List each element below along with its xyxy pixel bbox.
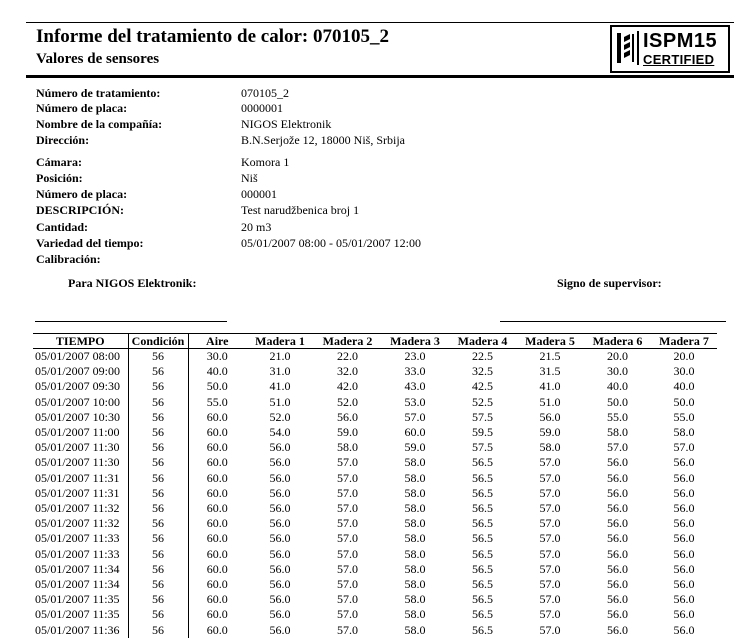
table-row [33, 410, 717, 425]
table-cell: 40.0 [673, 379, 695, 394]
table-cell: 56 [128, 486, 188, 501]
info-label: Calibración: [36, 252, 101, 266]
table-cell: 05/01/2007 11:00 [33, 425, 128, 440]
table-cell: 56.0 [269, 501, 291, 516]
table-cell: 56.5 [472, 577, 493, 592]
info-value: 20 m3 [241, 220, 272, 234]
table-row [33, 440, 717, 455]
table-cell: 57.0 [337, 531, 358, 546]
table-cell: 56 [128, 592, 188, 607]
table-row [33, 379, 717, 394]
table-cell: 57.0 [539, 516, 561, 531]
table-cell: 56.0 [673, 546, 695, 561]
table-cell: 56.0 [673, 622, 695, 637]
table-cell: 20.0 [673, 349, 695, 363]
table-cell: 05/01/2007 11:32 [33, 516, 128, 531]
table-cell: 56.5 [472, 592, 493, 607]
table-cell: 56 [128, 395, 188, 410]
table-cell: 56 [128, 607, 188, 622]
table-cell: 21.0 [269, 349, 291, 363]
table-row [33, 562, 717, 577]
table-cell: 58.0 [539, 440, 561, 455]
table-cell: 56 [128, 547, 188, 562]
column-header: Madera 2 [314, 334, 381, 349]
table-cell: 56.5 [472, 455, 493, 470]
table-cell: 57.0 [539, 592, 561, 607]
wheat-mark-icon [615, 31, 639, 65]
table-cell: 05/01/2007 11:32 [33, 501, 128, 516]
table-cell: 30.0 [607, 364, 628, 379]
table-cell: 56.0 [607, 561, 628, 576]
table-cell: 56.0 [607, 622, 628, 637]
table-row [33, 577, 717, 592]
table-cell: 56.0 [607, 577, 628, 592]
table-header-row [33, 334, 717, 349]
table-cell: 05/01/2007 11:30 [33, 455, 128, 470]
column-header: Madera 4 [449, 334, 516, 349]
table-cell: 57.0 [539, 577, 561, 592]
info-value: 0000001 [241, 101, 283, 115]
table-cell: 56.0 [607, 455, 628, 470]
table-cell: 57.0 [404, 409, 426, 424]
column-header: Madera 5 [516, 334, 584, 349]
table-cell: 57.0 [337, 485, 358, 500]
table-cell: 42.5 [472, 379, 493, 394]
table-cell: 56.0 [607, 592, 628, 607]
table-cell: 60.0 [206, 546, 228, 561]
table-row [33, 471, 717, 486]
table-cell: 57.0 [539, 531, 561, 546]
table-cell: 59.0 [404, 440, 426, 455]
table-cell: 43.0 [404, 379, 426, 394]
report-header [26, 22, 734, 78]
info-label: Variedad del tiempo: [36, 236, 144, 250]
table-cell: 23.0 [404, 349, 426, 363]
table-cell: 58.0 [404, 592, 426, 607]
table-cell: 05/01/2007 11:31 [33, 471, 128, 486]
table-row [33, 547, 717, 562]
table-cell: 56.0 [269, 440, 291, 455]
table-row [33, 501, 717, 516]
info-value: 05/01/2007 08:00 - 05/01/2007 12:00 [241, 236, 421, 250]
table-cell: 56.5 [472, 485, 493, 500]
table-cell: 05/01/2007 08:00 [33, 349, 128, 365]
column-header: Aire [188, 334, 246, 349]
table-cell: 60.0 [206, 607, 228, 622]
table-cell: 56.0 [673, 531, 695, 546]
table-cell: 60.0 [206, 592, 228, 607]
info-label: DESCRIPCIÓN: [36, 203, 125, 217]
table-cell: 21.5 [539, 349, 561, 363]
table-cell: 58.0 [404, 577, 426, 592]
table-cell: 56 [128, 455, 188, 470]
table-cell: 58.0 [404, 531, 426, 546]
table-cell: 54.0 [269, 425, 291, 440]
info-value: Komora 1 [241, 155, 290, 169]
table-cell: 22.5 [472, 349, 493, 363]
table-row [33, 516, 717, 531]
table-cell: 57.0 [337, 546, 358, 561]
table-row [33, 395, 717, 410]
table-cell: 56 [128, 623, 188, 638]
logo-sub-text: CERTIFIED [643, 52, 715, 67]
table-cell: 59.0 [337, 425, 358, 440]
table-cell: 41.0 [539, 379, 561, 394]
table-cell: 60.0 [206, 501, 228, 516]
company-signature-line [35, 321, 227, 322]
table-cell: 60.0 [206, 561, 228, 576]
info-value: 070105_2 [241, 86, 289, 100]
column-header: Condición [128, 334, 188, 349]
table-cell: 60.0 [206, 470, 228, 485]
table-cell: 56.0 [607, 485, 628, 500]
table-cell: 56 [128, 501, 188, 516]
table-cell: 56.0 [673, 501, 695, 516]
table-cell: 60.0 [206, 485, 228, 500]
table-cell: 50.0 [673, 394, 695, 409]
info-value: Test narudžbenica broj 1 [241, 203, 360, 217]
table-cell: 30.0 [673, 364, 695, 379]
info-value: B.N.Serjože 12, 18000 Niš, Srbija [241, 133, 405, 147]
table-cell: 58.0 [673, 425, 695, 440]
table-cell: 56.0 [673, 592, 695, 607]
table-cell: 56.0 [673, 455, 695, 470]
table-cell: 56.0 [607, 516, 628, 531]
table-cell: 56 [128, 516, 188, 531]
supervisor-signature-label: Signo de supervisor: [557, 276, 662, 290]
table-row [33, 455, 717, 470]
column-header: TIEMPO [33, 334, 128, 349]
table-cell: 56.0 [269, 485, 291, 500]
table-cell: 58.0 [404, 470, 426, 485]
table-row [33, 425, 717, 440]
table-cell: 32.0 [337, 364, 358, 379]
table-cell: 33.0 [404, 364, 426, 379]
table-cell: 40.0 [607, 379, 628, 394]
table-cell: 56.0 [269, 577, 291, 592]
table-cell: 05/01/2007 11:33 [33, 531, 128, 546]
supervisor-signature-line [500, 321, 726, 322]
table-cell: 05/01/2007 11:35 [33, 607, 128, 622]
table-cell: 42.0 [337, 379, 358, 394]
table-cell: 60.0 [404, 425, 426, 440]
table-cell: 56.5 [472, 607, 493, 622]
table-cell: 05/01/2007 11:30 [33, 440, 128, 455]
table-cell: 05/01/2007 09:00 [33, 364, 128, 379]
table-cell: 60.0 [206, 455, 228, 470]
logo-main-text: ISPM15 [643, 30, 718, 52]
table-cell: 56.0 [269, 592, 291, 607]
table-cell: 56.0 [673, 561, 695, 576]
table-cell: 58.0 [404, 501, 426, 516]
table-cell: 57.0 [337, 607, 358, 622]
info-label: Número de placa: [36, 101, 128, 115]
table-cell: 59.5 [472, 425, 493, 440]
table-cell: 05/01/2007 10:00 [33, 395, 128, 410]
table-cell: 56.5 [472, 516, 493, 531]
table-row [33, 364, 717, 379]
table-cell: 57.0 [539, 455, 561, 470]
table-cell: 57.5 [472, 409, 493, 424]
table-cell: 50.0 [607, 394, 628, 409]
info-label: Cámara: [36, 155, 82, 169]
table-cell: 60.0 [206, 577, 228, 592]
table-row [33, 607, 717, 622]
table-cell: 57.0 [607, 440, 628, 455]
info-value: NIGOS Elektronik [241, 117, 332, 131]
table-cell: 56.5 [472, 546, 493, 561]
table-cell: 56 [128, 364, 188, 379]
table-cell: 60.0 [206, 440, 228, 455]
table-cell: 56.0 [269, 531, 291, 546]
table-cell: 52.5 [472, 394, 493, 409]
info-label: Número de placa: [36, 187, 128, 201]
table-cell: 59.0 [539, 425, 561, 440]
table-cell: 56.0 [269, 516, 291, 531]
sensor-values-table [33, 333, 717, 638]
table-cell: 60.0 [206, 425, 228, 440]
table-cell: 51.0 [539, 394, 561, 409]
table-cell: 40.0 [206, 364, 228, 379]
table-cell: 52.0 [337, 394, 358, 409]
table-cell: 56.0 [539, 409, 561, 424]
ispm15-logo [610, 25, 730, 73]
table-cell: 05/01/2007 11:33 [33, 547, 128, 562]
table-cell: 58.0 [404, 607, 426, 622]
table-cell: 56.0 [269, 607, 291, 622]
table-cell: 58.0 [404, 485, 426, 500]
column-header: Madera 1 [246, 334, 314, 349]
table-cell: 56.0 [269, 546, 291, 561]
table-cell: 53.0 [404, 394, 426, 409]
table-cell: 58.0 [404, 546, 426, 561]
table-cell: 57.0 [539, 546, 561, 561]
table-cell: 51.0 [269, 394, 291, 409]
info-label: Número de tratamiento: [36, 86, 161, 100]
table-row [33, 349, 717, 365]
table-cell: 56 [128, 562, 188, 577]
table-cell: 56 [128, 410, 188, 425]
table-cell: 05/01/2007 11:31 [33, 486, 128, 501]
table-cell: 50.0 [206, 379, 228, 394]
table-cell: 20.0 [607, 349, 628, 363]
table-cell: 60.0 [206, 622, 228, 637]
table-cell: 57.0 [337, 516, 358, 531]
table-cell: 58.0 [404, 516, 426, 531]
table-cell: 30.0 [206, 349, 228, 363]
table-cell: 56.0 [607, 531, 628, 546]
table-cell: 57.0 [337, 455, 358, 470]
table-cell: 56.0 [607, 607, 628, 622]
table-cell: 56.0 [269, 455, 291, 470]
table-cell: 05/01/2007 11:34 [33, 562, 128, 577]
table-cell: 56.0 [673, 485, 695, 500]
table-cell: 05/01/2007 11:35 [33, 592, 128, 607]
table-cell: 56 [128, 531, 188, 546]
table-cell: 56 [128, 425, 188, 440]
company-signature-label: Para NIGOS Elektronik: [68, 276, 197, 290]
table-row [33, 531, 717, 546]
table-cell: 57.0 [673, 440, 695, 455]
table-cell: 57.0 [337, 501, 358, 516]
table-row [33, 592, 717, 607]
report-subtitle: Valores de sensores [36, 51, 160, 67]
table-cell: 31.0 [269, 364, 291, 379]
info-label: Posición: [36, 171, 83, 185]
table-cell: 55.0 [206, 394, 228, 409]
table-cell: 57.0 [337, 470, 358, 485]
table-cell: 31.5 [539, 364, 561, 379]
table-cell: 56.0 [269, 561, 291, 576]
table-cell: 56 [128, 577, 188, 592]
table-row [33, 623, 717, 638]
table-cell: 56.0 [269, 622, 291, 637]
table-cell: 56.0 [607, 470, 628, 485]
table-cell: 41.0 [269, 379, 291, 394]
table-cell: 60.0 [206, 531, 228, 546]
table-cell: 57.0 [337, 622, 358, 637]
table-cell: 56.5 [472, 470, 493, 485]
info-label: Cantidad: [36, 220, 89, 234]
table-cell: 55.0 [607, 409, 628, 424]
table-cell: 05/01/2007 09:30 [33, 379, 128, 394]
table-cell: 22.0 [337, 349, 358, 363]
table-cell: 32.5 [472, 364, 493, 379]
table-cell: 58.0 [337, 440, 358, 455]
table-cell: 57.0 [337, 577, 358, 592]
table-cell: 56.0 [673, 516, 695, 531]
table-cell: 56.5 [472, 561, 493, 576]
table-cell: 57.0 [539, 607, 561, 622]
table-cell: 57.0 [539, 485, 561, 500]
table-cell: 56.0 [673, 607, 695, 622]
column-header: Madera 6 [584, 334, 651, 349]
table-cell: 57.0 [337, 561, 358, 576]
table-cell: 56.0 [607, 501, 628, 516]
table-cell: 58.0 [404, 455, 426, 470]
info-label: Dirección: [36, 133, 90, 147]
table-cell: 05/01/2007 10:30 [33, 410, 128, 425]
table-cell: 55.0 [673, 409, 695, 424]
table-cell: 58.0 [607, 425, 628, 440]
table-cell: 60.0 [206, 516, 228, 531]
table-body [33, 349, 717, 638]
table-row [33, 486, 717, 501]
table-cell: 57.0 [539, 470, 561, 485]
info-value: 000001 [241, 187, 277, 201]
table-cell: 56 [128, 379, 188, 394]
table-cell: 57.0 [539, 561, 561, 576]
table-cell: 56 [128, 440, 188, 455]
table-cell: 56 [128, 471, 188, 486]
column-header: Madera 3 [381, 334, 449, 349]
table-cell: 57.0 [337, 592, 358, 607]
table-cell: 56.5 [472, 531, 493, 546]
table-cell: 05/01/2007 11:36 [33, 623, 128, 638]
info-label: Nombre de la compañía: [36, 117, 163, 131]
table-cell: 56.5 [472, 501, 493, 516]
column-header: Madera 7 [651, 334, 717, 349]
table-cell: 56.0 [673, 470, 695, 485]
table-cell: 56.0 [337, 409, 358, 424]
table-cell: 57.5 [472, 440, 493, 455]
table-cell: 56.0 [607, 546, 628, 561]
table-cell: 56.0 [673, 577, 695, 592]
table-cell: 57.0 [539, 622, 561, 637]
info-value: Niš [241, 171, 258, 185]
table-cell: 58.0 [404, 622, 426, 637]
table-cell: 57.0 [539, 501, 561, 516]
table-cell: 56 [128, 349, 188, 365]
table-cell: 60.0 [206, 409, 228, 424]
table-cell: 56.5 [472, 622, 493, 637]
table-cell: 05/01/2007 11:34 [33, 577, 128, 592]
table-cell: 56.0 [269, 470, 291, 485]
table-cell: 58.0 [404, 561, 426, 576]
table-cell: 52.0 [269, 409, 291, 424]
report-title: Informe del tratamiento de calor: 070105_2 [36, 26, 390, 47]
